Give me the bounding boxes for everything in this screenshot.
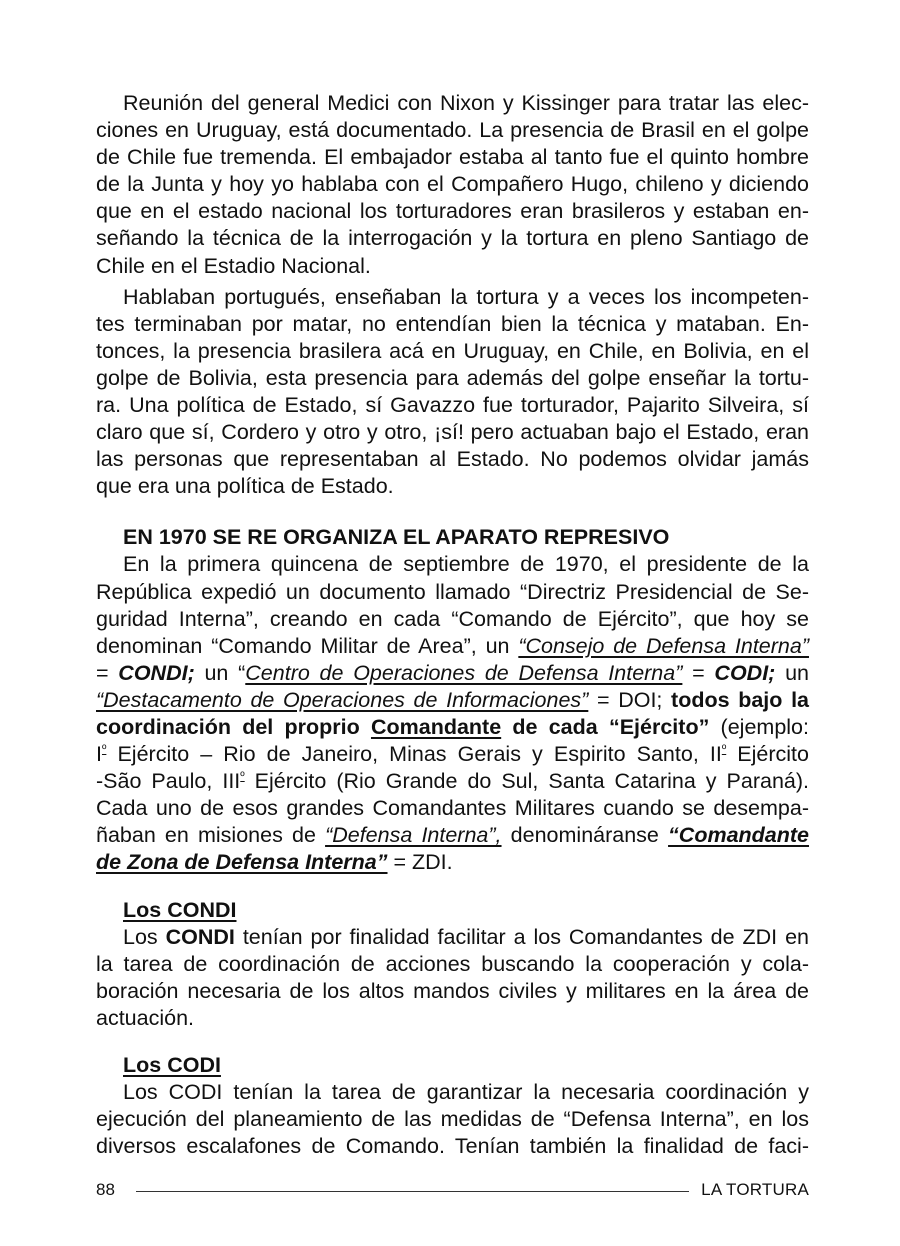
text-line: Reunión del general Medici con Nixon y Kissinger para tratar las elec- — [123, 91, 809, 115]
text-line: tonces, la presencia brasilera acá en Uruguay, en Chile, en Bolivia, en el — [96, 338, 809, 363]
section-heading-aparato-represivo: EN 1970 SE RE ORGANIZA EL APARATO REPRESIVO — [123, 525, 670, 550]
text-line: ejecución del planeamiento de las medidas de “Defensa Interna”, en los — [96, 1107, 809, 1131]
text-line — [96, 741, 809, 768]
text-line: Los CODI tenían la tarea de garantizar la necesaria coordinación y — [123, 1079, 809, 1104]
bold-run: CONDI — [165, 924, 235, 949]
text-run: ñaban en misiones de — [96, 823, 326, 848]
text-line: tes terminaban por matar, no entendían bien la técnica y mataban. En- — [96, 311, 809, 336]
text-line: que era una política de Estado. — [96, 474, 394, 499]
page-body — [96, 90, 809, 1160]
text-run: Ejército — [726, 742, 809, 767]
text-line — [96, 687, 809, 714]
text-line: claro que sí, Cordero y otro y otro, ¡sí! pero actuaban bajo el Estado, eran — [96, 420, 809, 445]
comandante-term: Comandante — [370, 714, 502, 739]
condi-term: “Consejo de Defensa Interna” — [518, 633, 809, 658]
text-line — [96, 660, 809, 687]
paragraph-codi — [96, 1079, 809, 1160]
text-line: actuación. — [96, 1005, 195, 1030]
text-line: Hablaban portugués, enseñaban la tortura y a veces los incompeten- — [123, 284, 809, 309]
text-line: golpe de Bolivia, esta presencia para además del golpe enseñar la tortu- — [96, 365, 809, 390]
defensa-interna-term: “Defensa Interna”, — [325, 823, 502, 848]
bold-run: todos bajo la — [671, 687, 809, 712]
text-line: señando la técnica de la interrogación y la tortura en pleno Santiago de — [96, 226, 809, 251]
zdi-term: de Zona de Defensa Interna” — [96, 850, 388, 875]
text-line: Cada uno de esos grandes Comandantes Militares cuando se desempa- — [96, 796, 809, 821]
codi-acronym: CODI; — [714, 660, 776, 685]
zdi-term: “Comandante — [668, 823, 810, 848]
text-line — [96, 633, 809, 660]
text-line: ciones en Uruguay, está documentado. La presencia de Brasil en el golpe — [96, 118, 809, 143]
paragraph-portugues — [96, 284, 809, 501]
text-run: (ejemplo: — [709, 714, 809, 739]
text-line: guridad Interna”, creando en cada “Comando de Ejército”, que hoy se — [96, 606, 809, 631]
text-line: la tarea de coordinación de acciones buscando la cooperación y cola- — [96, 951, 809, 976]
text-line — [96, 924, 809, 951]
footer-rule — [136, 1191, 689, 1192]
section-heading-codi: Los CODI — [123, 1052, 221, 1077]
paragraph-medici — [96, 90, 809, 280]
ordinal-mark: º — [101, 741, 107, 756]
page-footer — [96, 1178, 809, 1202]
bold-run: coordinación del proprio — [96, 714, 371, 739]
ordinal-mark: º — [240, 769, 245, 783]
text-line: ra. Una política de Estado, sí Gavazzo fue torturador, Pajarito Silveira, sí — [96, 393, 809, 418]
text-line — [96, 768, 809, 795]
section-heading-condi: Los CONDI — [123, 897, 237, 922]
text-line: las personas que representaban al Estado. No podemos olvidar jamás — [96, 447, 809, 472]
text-run: denominan “Comando Militar de Area”, un — [96, 633, 519, 658]
running-title: LA TORTURA — [701, 1180, 809, 1199]
ordinal-mark: º — [721, 741, 727, 756]
text-run: un “ — [194, 660, 246, 685]
text-line: de Chile fue tremenda. El embajador estaba al tanto fue el quinto hombre — [96, 145, 809, 170]
text-run: Ejército (Rio Grande do Sul, Santa Catarina y Paraná). — [244, 769, 809, 794]
text-line: República expedió un documento llamado “Directriz Presidencial de Se- — [96, 579, 809, 604]
text-run: -São Paulo, III — [96, 769, 241, 794]
text-line — [96, 849, 809, 876]
bold-run: de cada “Ejército” — [501, 714, 710, 739]
condi-acronym: CONDI; — [118, 660, 195, 685]
doi-term: “Destacamento de Operaciones de Informaciones” — [96, 687, 589, 712]
text-run: un — [775, 660, 809, 685]
text-line — [96, 822, 809, 849]
text-run: = — [96, 660, 119, 685]
text-run: tenían por finalidad facilitar a los Comandantes de ZDI en — [234, 924, 810, 949]
text-line: En la primera quincena de septiembre de 1970, el presidente de la — [123, 552, 809, 577]
text-line: que en el estado nacional los torturadores eran brasileros y estaban en- — [96, 199, 809, 224]
text-line: boración necesaria de los altos mandos civiles y militares en la área de — [96, 978, 809, 1003]
page-number: 88 — [96, 1180, 115, 1199]
text-run: = — [682, 660, 715, 685]
text-line — [96, 714, 809, 741]
text-run: I — [96, 742, 102, 767]
text-run: = ZDI. — [387, 850, 453, 875]
text-line: diversos escalafones de Comando. Tenían también la finalidad de faci- — [96, 1134, 809, 1159]
text-run: Los — [123, 924, 166, 949]
text-line: Chile en el Estadio Nacional. — [96, 253, 371, 278]
paragraph-directriz — [96, 551, 809, 876]
codi-term: Centro de Operaciones de Defensa Interna” — [245, 660, 683, 685]
paragraph-condi — [96, 924, 809, 1032]
text-run: denomináranse — [501, 823, 669, 848]
text-run: Ejército – Rio de Janeiro, Minas Gerais y Espirito Santo, II — [106, 742, 722, 767]
text-line: de la Junta y hoy yo hablaba con el Compañero Hugo, chileno y diciendo — [96, 172, 809, 197]
text-run: = DOI; — [588, 687, 672, 712]
